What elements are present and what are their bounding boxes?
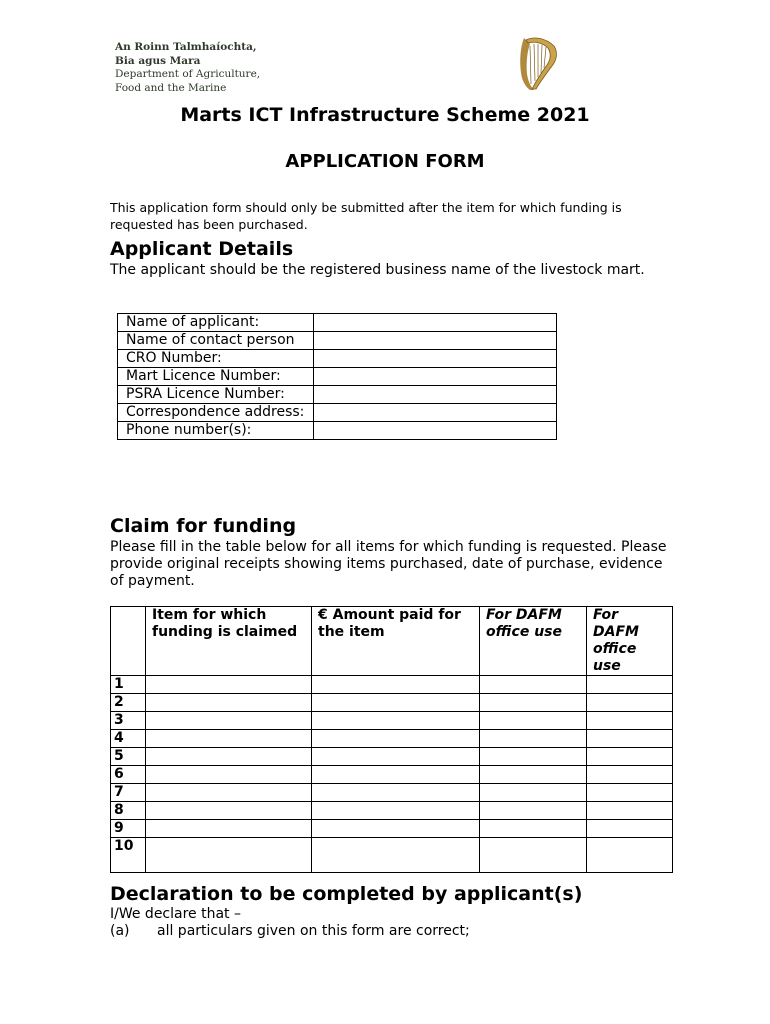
applicant-details-table <box>117 313 557 440</box>
table-row <box>111 712 673 730</box>
table-row <box>118 404 557 422</box>
table-row <box>111 820 673 838</box>
amount-cell[interactable] <box>312 838 480 873</box>
logo-line-1: An Roinn Talmhaíochta, <box>115 41 257 53</box>
declaration-heading: Declaration to be completed by applicant(s) <box>110 883 583 905</box>
contact-person-input[interactable] <box>314 332 557 350</box>
dafm-cell <box>587 802 673 820</box>
harp-emblem-icon <box>516 34 560 92</box>
item-cell[interactable] <box>146 712 312 730</box>
table-row <box>111 730 673 748</box>
table-row <box>111 748 673 766</box>
table-row <box>111 784 673 802</box>
claim-for-funding-heading: Claim for funding <box>110 515 297 537</box>
amount-cell[interactable] <box>312 784 480 802</box>
row-number: 8 <box>111 802 146 820</box>
field-label: Name of contact person <box>118 332 314 350</box>
table-row <box>111 766 673 784</box>
dafm-cell <box>480 820 587 838</box>
applicant-details-heading: Applicant Details <box>110 238 294 260</box>
dafm-cell <box>587 730 673 748</box>
item-cell[interactable] <box>146 766 312 784</box>
row-number: 1 <box>111 676 146 694</box>
dafm-cell <box>480 676 587 694</box>
row-number: 10 <box>111 838 146 873</box>
declaration-item-a-text: all particulars given on this form are correct; <box>157 923 470 939</box>
column-header-dafm-use-2: For DAFM office use <box>587 607 673 676</box>
phone-number-input[interactable] <box>314 422 557 440</box>
amount-cell[interactable] <box>312 802 480 820</box>
row-number: 7 <box>111 784 146 802</box>
field-label: CRO Number: <box>118 350 314 368</box>
department-logo-text <box>115 41 260 95</box>
amount-cell[interactable] <box>312 676 480 694</box>
table-row <box>118 314 557 332</box>
dafm-cell <box>480 802 587 820</box>
table-row <box>118 332 557 350</box>
cro-number-input[interactable] <box>314 350 557 368</box>
table-row <box>118 368 557 386</box>
dafm-cell <box>480 766 587 784</box>
field-label: Mart Licence Number: <box>118 368 314 386</box>
declaration-item-a-label: (a) <box>110 923 130 939</box>
field-label: PSRA Licence Number: <box>118 386 314 404</box>
dafm-cell <box>480 838 587 873</box>
amount-cell[interactable] <box>312 712 480 730</box>
applicant-details-text: The applicant should be the registered business name of the livestock mart. <box>110 262 645 278</box>
dafm-cell <box>587 694 673 712</box>
row-number: 4 <box>111 730 146 748</box>
correspondence-address-input[interactable] <box>314 404 557 422</box>
dafm-cell <box>587 712 673 730</box>
row-number: 2 <box>111 694 146 712</box>
logo-line-3: Department of Agriculture, <box>115 68 261 80</box>
item-cell[interactable] <box>146 802 312 820</box>
table-row <box>111 676 673 694</box>
declaration-item-a <box>110 923 470 940</box>
table-row <box>111 802 673 820</box>
row-number: 3 <box>111 712 146 730</box>
column-header-number <box>111 607 146 676</box>
row-number: 9 <box>111 820 146 838</box>
intro-text: This application form should only be submitted after the item for which funding is requested has been purchased. <box>110 200 622 232</box>
declaration-intro: I/We declare that – <box>110 906 241 922</box>
amount-cell[interactable] <box>312 730 480 748</box>
amount-cell[interactable] <box>312 820 480 838</box>
item-cell[interactable] <box>146 838 312 873</box>
document-title: Marts ICT Infrastructure Scheme 2021 <box>180 104 590 126</box>
column-header-amount: € Amount paid for the item <box>312 607 480 676</box>
item-cell[interactable] <box>146 694 312 712</box>
table-row <box>118 386 557 404</box>
amount-cell[interactable] <box>312 694 480 712</box>
row-number: 6 <box>111 766 146 784</box>
form-subtitle: APPLICATION FORM <box>285 151 485 172</box>
amount-cell[interactable] <box>312 766 480 784</box>
column-header-item: Item for which funding is claimed <box>146 607 312 676</box>
table-header-row <box>111 607 673 676</box>
table-row <box>118 422 557 440</box>
dafm-cell <box>480 748 587 766</box>
table-row <box>111 838 673 873</box>
dafm-cell <box>587 748 673 766</box>
dafm-cell <box>480 784 587 802</box>
item-cell[interactable] <box>146 784 312 802</box>
dafm-cell <box>480 712 587 730</box>
dafm-cell <box>587 838 673 873</box>
column-header-dafm-use-1: For DAFM office use <box>480 607 587 676</box>
amount-cell[interactable] <box>312 748 480 766</box>
table-row <box>111 694 673 712</box>
mart-licence-number-input[interactable] <box>314 368 557 386</box>
logo-line-2: Bia agus Mara <box>115 54 201 67</box>
dafm-cell <box>587 676 673 694</box>
psra-licence-number-input[interactable] <box>314 386 557 404</box>
item-cell[interactable] <box>146 820 312 838</box>
item-cell[interactable] <box>146 748 312 766</box>
name-of-applicant-input[interactable] <box>314 314 557 332</box>
field-label: Name of applicant: <box>118 314 314 332</box>
dafm-cell <box>480 730 587 748</box>
field-label: Phone number(s): <box>118 422 314 440</box>
logo-line-4: Food and the Marine <box>115 81 227 94</box>
dafm-cell <box>587 820 673 838</box>
item-cell[interactable] <box>146 730 312 748</box>
dafm-cell <box>587 784 673 802</box>
claim-for-funding-text: Please fill in the table below for all items for which funding is requested. Please provide original receipts showing items purchased, date of purchase, evidence of payment. <box>110 539 667 589</box>
row-number: 5 <box>111 748 146 766</box>
field-label: Correspondence address: <box>118 404 314 422</box>
dafm-cell <box>480 694 587 712</box>
table-row <box>118 350 557 368</box>
item-cell[interactable] <box>146 676 312 694</box>
dafm-cell <box>587 766 673 784</box>
claim-table <box>110 606 673 873</box>
